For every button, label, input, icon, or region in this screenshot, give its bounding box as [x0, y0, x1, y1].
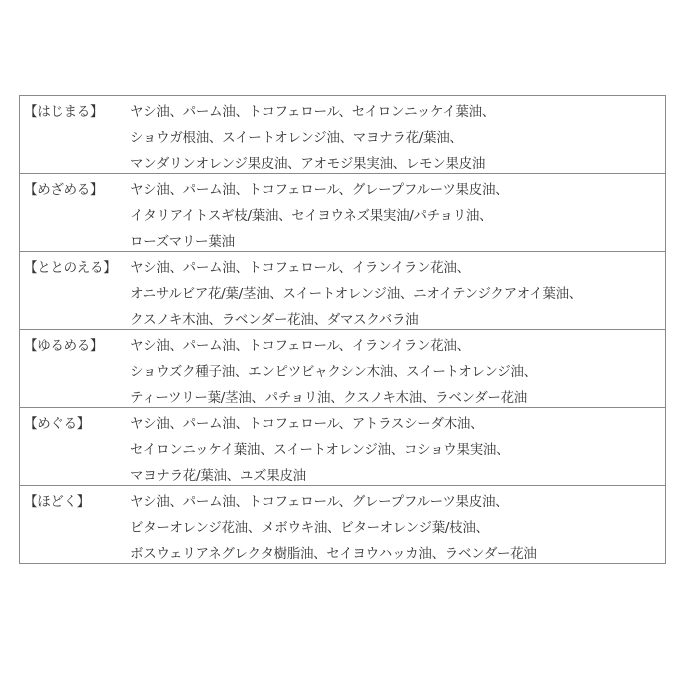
- ingredient-list-cell: [128, 486, 666, 564]
- blend-name: 【ほどく】: [24, 494, 90, 510]
- ingredient-list-cell: [128, 330, 666, 408]
- ingredient-list-cell: [128, 408, 666, 486]
- table-row: [20, 330, 666, 408]
- ingredient-line: マンダリンオレンジ果皮油、アオモジ果実油、レモン果皮油: [130, 156, 486, 172]
- ingredients-table: [19, 95, 666, 564]
- ingredient-line: ヤシ油、パーム油、トコフェロール、グレープフルーツ果皮油、: [130, 182, 509, 198]
- table-row: [20, 486, 666, 564]
- blend-name: 【ととのえる】: [24, 260, 117, 276]
- ingredient-line: ショウズク種子油、エンピツビャクシン木油、スイートオレンジ油、: [130, 364, 537, 380]
- ingredient-line: ショウガ根油、スイートオレンジ油、マヨナラ花/葉油、: [130, 130, 463, 146]
- blend-name: 【はじまる】: [24, 104, 104, 120]
- ingredient-line: ヤシ油、パーム油、トコフェロール、アトラスシーダ木油、: [130, 416, 484, 432]
- ingredient-line: ボスウェリアネグレクタ樹脂油、セイヨウハッカ油、ラベンダー花油: [130, 546, 537, 562]
- ingredient-list-cell: [128, 174, 666, 252]
- table-row: [20, 96, 666, 174]
- table-row: [20, 252, 666, 330]
- blend-name-cell: [20, 330, 129, 408]
- table-row: [20, 408, 666, 486]
- ingredient-line: セイロンニッケイ葉油、スイートオレンジ油、コショウ果実油、: [130, 442, 510, 458]
- ingredient-line: ティーツリー葉/茎油、パチョリ油、クスノキ木油、ラベンダー花油: [130, 390, 528, 406]
- ingredient-line: ヤシ油、パーム油、トコフェロール、イランイラン花油、: [130, 338, 470, 354]
- ingredient-list-cell: [128, 252, 666, 330]
- ingredient-line: マヨナラ花/葉油、ユズ果皮油: [130, 468, 306, 484]
- blend-name-cell: [20, 408, 129, 486]
- blend-name-cell: [20, 486, 129, 564]
- ingredient-line: ローズマリー葉油: [130, 234, 235, 250]
- ingredient-line: オニサルビア花/葉/茎油、スイートオレンジ油、ニオイテンジクアオイ葉油、: [130, 286, 582, 302]
- blend-name: 【ゆるめる】: [24, 338, 104, 354]
- ingredient-line: ヤシ油、パーム油、トコフェロール、イランイラン花油、: [130, 260, 470, 276]
- ingredient-line: ヤシ油、パーム油、トコフェロール、グレープフルーツ果皮油、: [130, 494, 509, 510]
- blend-name-cell: [20, 96, 129, 174]
- blend-name-cell: [20, 252, 129, 330]
- blend-name: 【めざめる】: [24, 182, 104, 198]
- table-row: [20, 174, 666, 252]
- blend-name-cell: [20, 174, 129, 252]
- blend-name: 【めぐる】: [24, 416, 90, 432]
- ingredient-line: ヤシ油、パーム油、トコフェロール、セイロンニッケイ葉油、: [130, 104, 496, 120]
- ingredient-line: ビターオレンジ花油、メボウキ油、ビターオレンジ葉/枝油、: [130, 520, 489, 536]
- ingredient-list-cell: [128, 96, 666, 174]
- ingredient-line: クスノキ木油、ラベンダー花油、ダマスクバラ油: [130, 312, 419, 328]
- ingredient-line: イタリアイトスギ枝/葉油、セイヨウネズ果実油/パチョリ油、: [130, 208, 493, 224]
